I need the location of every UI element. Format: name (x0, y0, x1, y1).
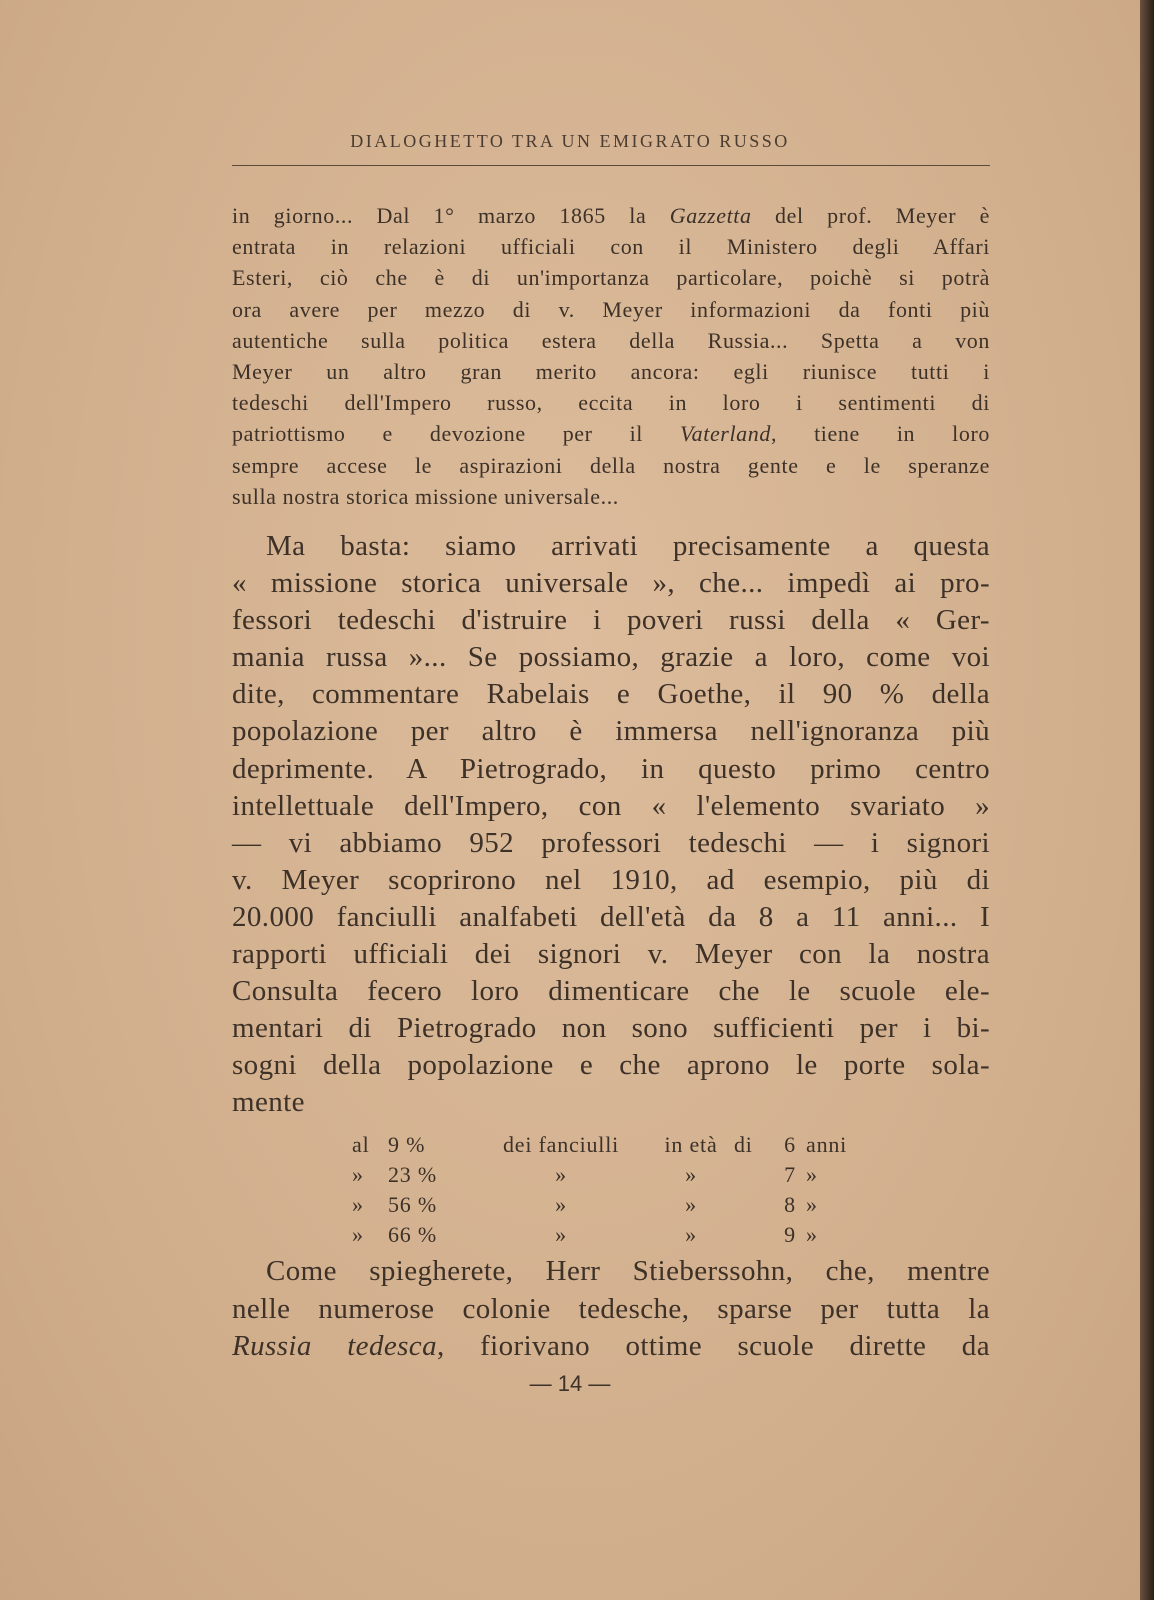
running-head: DIALOGHETTO TRA UN EMIGRATO RUSSO (350, 131, 790, 151)
stat-di (734, 1220, 774, 1250)
table-row (352, 1220, 876, 1250)
stat-prefix: » (352, 1222, 364, 1247)
stat-unit: anni (806, 1132, 848, 1157)
main-paragraph (232, 528, 990, 1122)
stat-age-label: in età (664, 1132, 718, 1157)
text-line: sogni della popolazione e che aprono le porte sola- (232, 1049, 990, 1082)
text-line: dite, commentare Rabelais e Goethe, il 90 % della (232, 678, 990, 711)
text-line: mania russa »... Se possiamo, grazie a loro, come voi (232, 641, 990, 674)
stat-subject: » (555, 1222, 567, 1247)
text-line: mente (232, 1086, 305, 1119)
text-line: v. Meyer scoprirono nel 1910, ad esempio, più di (232, 863, 990, 896)
text-line: tedeschi dell'Impero russo, eccita in loro i sentimenti di (232, 390, 990, 416)
text-line: patriottismo e devozione per il Vaterland, tiene in loro (232, 421, 990, 447)
text-line: « missione storica universale », che... impedì ai pro- (232, 567, 990, 600)
stat-unit: » (806, 1162, 818, 1187)
text-line: sempre accese le aspirazioni della nostra gente e le speranze (232, 452, 990, 478)
quote-paragraph (232, 200, 990, 512)
text-line: ora avere per mezzo di v. Meyer informazioni da fonti più (232, 296, 990, 322)
stat-di: di (734, 1132, 753, 1157)
stat-di (734, 1160, 774, 1190)
stat-prefix: » (352, 1162, 364, 1187)
stat-subject: dei fanciulli (502, 1132, 620, 1157)
stat-subject: » (555, 1192, 567, 1217)
stat-prefix: » (352, 1192, 364, 1217)
table-row (352, 1160, 876, 1190)
text-line: intellettuale dell'Impero, con « l'elemento svariato » (232, 789, 990, 822)
text-line: sulla nostra storica missione universale... (232, 483, 619, 509)
text-line: entrata in relazioni ufficiali con il Ministero degli Affari (232, 234, 990, 260)
table-row (352, 1130, 876, 1160)
stat-age-label: » (685, 1222, 697, 1247)
stat-age-label: » (685, 1192, 697, 1217)
stat-age: 9 (784, 1222, 796, 1247)
literacy-stats-table (352, 1130, 876, 1250)
text-line: Consulta fecero loro dimenticare che le scuole ele- (232, 975, 990, 1008)
stat-age: 6 (784, 1132, 796, 1157)
text-line: deprimente. A Pietrogrado, in questo primo centro (232, 752, 990, 785)
text-line: Esteri, ciò che è di un'importanza particolare, poichè si potrà (232, 265, 990, 291)
stat-di (734, 1190, 774, 1220)
stat-age-label: » (685, 1162, 697, 1187)
text-line: in giorno... Dal 1° marzo 1865 la Gazzetta del prof. Meyer è (232, 203, 991, 228)
text-line: nelle numerose colonie tedesche, sparse per tutta la (232, 1292, 990, 1325)
stat-percent: 66 % (388, 1222, 438, 1247)
text-line: — vi abbiamo 952 professori tedeschi — i signori (232, 826, 990, 859)
text-line: popolazione per altro è immersa nell'ignoranza più (232, 715, 990, 748)
stat-percent: 9 % (388, 1132, 426, 1157)
text-line: Russia tedesca, fiorivano ottime scuole dirette da (232, 1330, 990, 1362)
page-edge-shadow (1140, 0, 1154, 1600)
stat-age: 8 (784, 1192, 796, 1217)
text-line: Meyer un altro gran merito ancora: egli riunisce tutti i (232, 359, 990, 385)
stat-unit: » (806, 1222, 818, 1247)
page-number: — 14 — (529, 1371, 611, 1396)
stat-age: 7 (784, 1162, 796, 1187)
closing-paragraph (232, 1253, 990, 1366)
text-line: 20.000 fanciulli analfabeti dell'età da 8 a 11 anni... I (232, 900, 990, 933)
text-line: Come spiegherete, Herr Stieberssohn, che, mentre (266, 1255, 990, 1287)
stat-subject: » (555, 1162, 567, 1187)
text-line: Ma basta: siamo arrivati precisamente a questa (266, 530, 990, 562)
header-rule (232, 165, 990, 166)
table-row (352, 1190, 876, 1220)
stat-percent: 56 % (388, 1192, 438, 1217)
stat-unit: » (806, 1192, 818, 1217)
text-line: mentari di Pietrogrado non sono sufficienti per i bi- (232, 1012, 990, 1045)
text-line: fessori tedeschi d'istruire i poveri russi della « Ger- (232, 604, 990, 637)
stat-prefix: al (352, 1132, 370, 1157)
stat-percent: 23 % (388, 1162, 438, 1187)
text-line: rapporti ufficiali dei signori v. Meyer con la nostra (232, 938, 990, 971)
text-line: autentiche sulla politica estera della Russia... Spetta a von (232, 327, 990, 353)
